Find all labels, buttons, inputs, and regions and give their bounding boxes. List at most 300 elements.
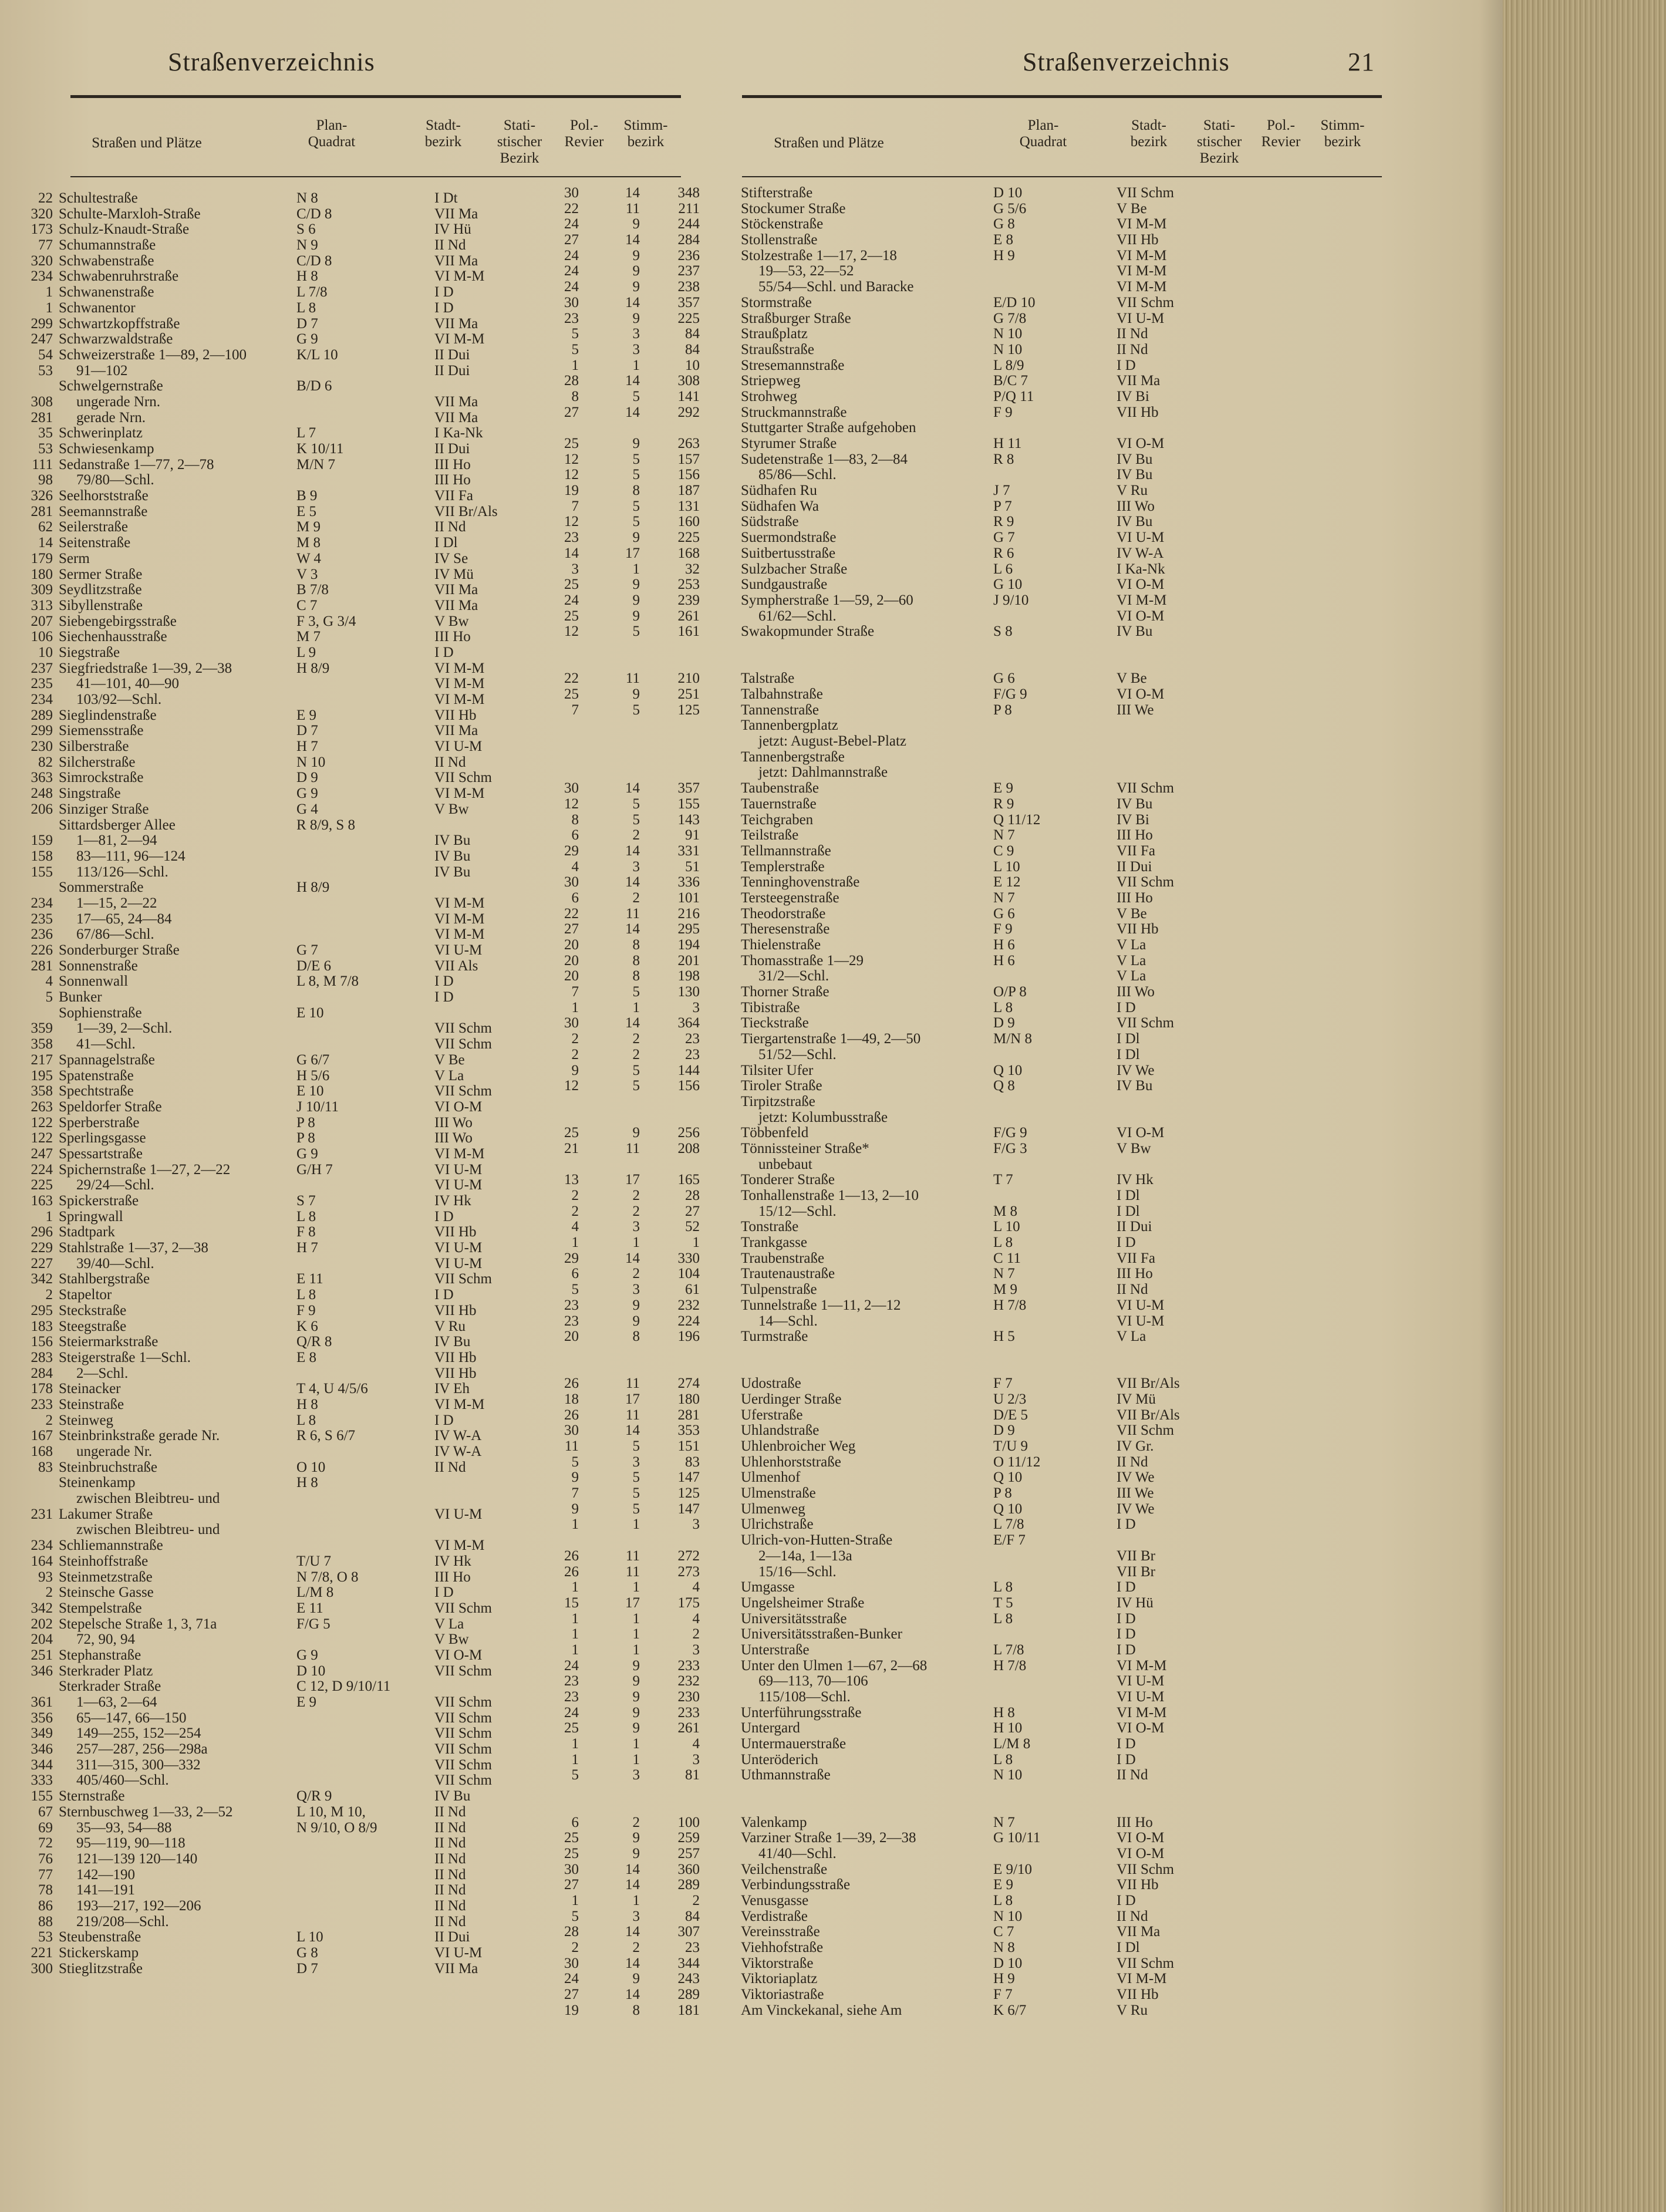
cell-name: Bunker [59, 989, 102, 1006]
cell-name: Steinsche Gasse [59, 1584, 154, 1601]
cell-name: Tannenbergstraße [741, 748, 845, 765]
cell-bez: V Bw [1117, 1140, 1151, 1156]
cell-name: Seitenstraße [59, 535, 131, 551]
cell-stimm: 356 [31, 1709, 53, 1726]
cell-name: Trautenaustraße [741, 1266, 835, 1282]
cell-plan: G 9 [296, 1647, 318, 1663]
cell-stimm: 180 [31, 566, 53, 582]
cell-plan: N 9/10, O 8/9 [296, 1819, 377, 1836]
cell-stat: 23 [564, 1297, 579, 1313]
cell-name: 29/24—Schl. [76, 1177, 154, 1193]
cell-plan: B 9 [296, 488, 318, 504]
cell-bez: III Ho [434, 629, 471, 645]
cell-stimm: 295 [31, 1302, 53, 1319]
cell-pol: 2 [632, 1046, 640, 1063]
cell-name: Stuttgarter Straße aufgehoben [741, 420, 916, 436]
cell-name: Stifterstraße [741, 185, 813, 201]
cell-plan: L 9 [296, 644, 316, 660]
cell-stimm: 155 [677, 795, 700, 812]
cell-plan: N 10 [993, 326, 1023, 342]
cell-stimm: 1 [45, 299, 53, 316]
cell-bez: VII Ma [434, 1960, 478, 1977]
cell-stat: 18 [564, 1391, 579, 1407]
cell-pol: 9 [632, 1673, 640, 1690]
cell-pol: 1 [632, 999, 640, 1016]
cell-plan: L 10 [993, 1219, 1020, 1235]
cell-stimm: 32 [685, 561, 700, 577]
cell-name: Lakumer Straße [59, 1506, 153, 1522]
cell-plan: K/L 10 [296, 346, 338, 363]
cell-name: Stapeltor [59, 1287, 112, 1303]
cell-bez: IV W-A [434, 1428, 482, 1444]
cell-stat: 27 [564, 921, 579, 938]
cell-name: Schwanentor [59, 299, 136, 316]
cell-pol: 14 [625, 1422, 640, 1439]
cell-stimm: 23 [685, 1031, 700, 1047]
right-running-head: Straßenverzeichnis [1023, 48, 1230, 76]
cell-stat: 24 [564, 1704, 579, 1721]
cell-pol: 2 [632, 1203, 640, 1219]
cell-plan: T 5 [993, 1594, 1013, 1611]
cell-stat: 7 [571, 498, 579, 514]
cell-stimm: 4 [692, 1610, 700, 1627]
cell-name: Theodorstraße [741, 905, 826, 922]
cell-stimm: 3 [692, 1751, 700, 1768]
cell-stat: 20 [564, 1328, 579, 1345]
cell-plan: Q 10 [993, 1500, 1023, 1517]
cell-pol: 2 [632, 1031, 640, 1047]
cell-stat: 23 [564, 1689, 579, 1705]
cell-name: zwischen Bleibtreu- und [76, 1522, 220, 1538]
cell-bez: IV We [1117, 1500, 1155, 1517]
cell-name: Többenfeld [741, 1125, 809, 1141]
cell-name: 1—63, 2—64 [76, 1694, 157, 1710]
cell-stimm: 235 [31, 911, 53, 927]
cell-plan: B/C 7 [993, 373, 1028, 389]
cell-name: Tersteegenstraße [741, 889, 839, 906]
cell-stimm: 143 [677, 811, 700, 828]
cell-pol: 9 [632, 530, 640, 546]
cell-plan: H 7/8 [993, 1657, 1027, 1674]
cell-stimm: 72 [38, 1835, 53, 1852]
cell-name: Südstraße [741, 514, 799, 530]
cell-stimm: 289 [677, 1987, 700, 2003]
cell-name: 141—191 [76, 1882, 135, 1899]
cell-bez: I Dl [1117, 1031, 1140, 1047]
cell-bez: V Ru [1117, 2002, 1148, 2018]
cell-name: Sermer Straße [59, 566, 143, 582]
cell-stimm: 156 [677, 467, 700, 483]
cell-name: Traubenstraße [741, 1250, 825, 1266]
cell-stimm: 348 [677, 185, 700, 201]
cell-bez: VII Schm [434, 1036, 492, 1053]
cell-pol: 14 [625, 1250, 640, 1266]
cell-name: Spannagelstraße [59, 1051, 155, 1068]
cell-pol: 8 [632, 483, 640, 499]
cell-stimm: 3 [692, 1516, 700, 1533]
cell-bez: VII Schm [1117, 1015, 1174, 1031]
cell-stat: 1 [571, 1626, 579, 1643]
cell-bez: IV Bu [434, 832, 471, 849]
cell-bez: I D [1117, 1641, 1136, 1658]
cell-bez: V La [1117, 937, 1146, 953]
cell-name: 311—315, 300—332 [76, 1756, 201, 1773]
cell-stat: 11 [564, 1438, 579, 1454]
cell-stat: 4 [571, 1219, 579, 1235]
cell-stimm: 234 [31, 1537, 53, 1554]
cell-stimm: 231 [31, 1506, 53, 1522]
cell-name: 1—81, 2—94 [76, 832, 157, 849]
cell-stat: 12 [564, 514, 579, 530]
cell-bez: II Nd [1117, 1282, 1148, 1298]
cell-bez: VII Ma [434, 205, 478, 222]
cell-pol: 5 [632, 795, 640, 812]
cell-pol: 9 [632, 263, 640, 279]
cell-stimm: 53 [38, 441, 53, 457]
cell-plan: G 6 [993, 670, 1015, 687]
cell-plan: K 6/7 [993, 2002, 1027, 2018]
cell-pol: 5 [632, 1062, 640, 1078]
cell-stimm: 236 [31, 926, 53, 943]
cell-bez: IV Bi [1117, 811, 1149, 828]
cell-stimm: 2 [692, 1626, 700, 1643]
cell-plan: E 5 [296, 503, 317, 520]
cell-stimm: 208 [677, 1140, 700, 1156]
cell-stimm: 51 [685, 858, 700, 875]
cell-pol: 14 [625, 1924, 640, 1940]
cell-plan: G 6 [993, 905, 1015, 922]
cell-pol: 14 [625, 1877, 640, 1893]
cell-name: Siegfriedstraße 1—39, 2—38 [59, 660, 232, 676]
cell-stimm: 247 [31, 1145, 53, 1162]
cell-name: Thielenstraße [741, 937, 821, 953]
cell-stat: 5 [571, 341, 579, 358]
cell-stimm: 10 [38, 644, 53, 660]
cell-name: Trankgasse [741, 1235, 807, 1251]
cell-stat: 23 [564, 1673, 579, 1690]
cell-name: Steinenkamp [59, 1475, 136, 1491]
cell-plan: H 8 [296, 1396, 318, 1412]
cell-stat: 22 [564, 670, 579, 687]
cell-stimm: 10 [685, 357, 700, 373]
cell-name: Sinziger Straße [59, 801, 149, 817]
cell-bez: II Nd [1117, 326, 1148, 342]
cell-stat: 24 [564, 1971, 579, 1987]
cell-pol: 2 [632, 1814, 640, 1830]
cell-stat: 25 [564, 686, 579, 702]
cell-pol: 9 [632, 1830, 640, 1846]
cell-stimm: 225 [677, 530, 700, 546]
cell-name: Sophienstraße [59, 1004, 142, 1021]
cell-name: Silcherstraße [59, 754, 136, 770]
cell-bez: VII Schm [1117, 1422, 1174, 1439]
cell-bez: VI U-M [1117, 530, 1165, 546]
cell-pol: 9 [632, 1971, 640, 1987]
cell-stimm: 5 [45, 989, 53, 1006]
cell-name: gerade Nrn. [76, 409, 146, 426]
cell-plan: H 5/6 [296, 1067, 330, 1084]
cell-plan: Q/R 9 [296, 1788, 332, 1805]
cell-name: 19—53, 22—52 [758, 263, 854, 279]
cell-pol: 9 [632, 1125, 640, 1141]
cell-stimm: 224 [31, 1161, 53, 1178]
cell-plan: S 7 [296, 1193, 316, 1209]
cell-pol: 8 [632, 1328, 640, 1345]
cell-stimm: 299 [31, 315, 53, 332]
cell-stimm: 61 [685, 1282, 700, 1298]
cell-plan: M/N 8 [993, 1031, 1032, 1047]
cell-stimm: 234 [31, 895, 53, 911]
cell-name: Siemensstraße [59, 723, 144, 739]
cell-stat: 27 [564, 232, 579, 248]
cell-bez: III Ho [1117, 827, 1153, 844]
cell-stat: 14 [564, 545, 579, 561]
cell-name: Sterkrader Straße [59, 1678, 161, 1695]
cell-pol: 3 [632, 1282, 640, 1298]
cell-bez: VI M-M [1117, 216, 1167, 232]
cell-name: Sternbuschweg 1—33, 2—52 [59, 1803, 233, 1820]
cell-stimm: 313 [31, 597, 53, 613]
cell-stimm: 207 [31, 613, 53, 629]
cell-bez: I D [434, 644, 454, 660]
cell-name: Talstraße [741, 670, 795, 687]
cell-plan: D 7 [296, 1960, 318, 1977]
cell-bez: V Ru [1117, 483, 1148, 499]
cell-name: Sittardsberger Allee [59, 817, 176, 833]
cell-bez: VI M-M [434, 692, 485, 707]
cell-bez: VII Schm [434, 1271, 492, 1287]
cell-bez: II Nd [434, 1866, 466, 1883]
cell-pol: 8 [632, 937, 640, 953]
cell-name: 405/460—Schl. [76, 1772, 169, 1789]
cell-pol: 17 [625, 545, 640, 561]
cell-plan: L/M 8 [296, 1584, 334, 1601]
cell-plan: D 10 [296, 1663, 326, 1679]
cell-pol: 8 [632, 952, 640, 969]
cell-stimm: 331 [677, 842, 700, 859]
cell-bez: VII Ma [434, 597, 478, 613]
cell-stat: 5 [571, 326, 579, 342]
cell-pol: 5 [632, 498, 640, 514]
cell-plan: N 8 [993, 1940, 1015, 1955]
cell-stimm: 2 [692, 1892, 700, 1908]
cell-stimm: 4 [692, 1736, 700, 1752]
cell-plan: F 9 [296, 1302, 316, 1319]
cell-name: Uthmannstraße [741, 1767, 831, 1783]
cell-bez: VII Hb [1117, 404, 1159, 420]
cell-name: Templerstraße [741, 858, 825, 875]
cell-stimm: 232 [677, 1297, 700, 1313]
cell-bez: V Bw [434, 801, 469, 817]
cell-bez: VI M-M [434, 660, 485, 676]
cell-stimm: 158 [31, 848, 53, 864]
cell-stat: 15 [564, 1594, 579, 1611]
cell-stimm: 259 [677, 1830, 700, 1846]
cell-bez: IV W-A [1117, 545, 1164, 561]
cell-stat: 5 [571, 1908, 579, 1924]
cell-bez: VII Ma [434, 393, 478, 410]
cell-bez: III We [1117, 1485, 1154, 1502]
cell-plan: E/F 7 [993, 1532, 1026, 1549]
cell-plan: G 8 [296, 1945, 318, 1961]
cell-name: 61/62—Schl. [758, 608, 837, 624]
cell-bez: VII Als [434, 957, 478, 974]
cell-plan: N 7 [993, 889, 1015, 906]
col-head-stimmbezirk: Stimm- bezirk [623, 117, 668, 150]
cell-plan: L 7/8 [993, 1516, 1024, 1533]
cell-bez: I D [434, 989, 454, 1006]
cell-bez: VI M-M [1117, 1657, 1167, 1674]
cell-name: Stempelstraße [59, 1600, 142, 1616]
cell-pol: 5 [632, 467, 640, 483]
cell-bez: II Nd [1117, 1454, 1148, 1470]
cell-stimm: 263 [677, 436, 700, 451]
cell-plan: L 6 [993, 561, 1013, 577]
cell-name: Strohweg [741, 388, 797, 404]
cell-name: Struckmannstraße [741, 404, 847, 420]
cell-stimm: 234 [31, 692, 53, 707]
cell-stimm: 251 [31, 1647, 53, 1663]
cell-bez: VI M-M [1117, 592, 1167, 608]
cell-stat: 27 [564, 404, 579, 420]
cell-stimm: 76 [38, 1850, 53, 1867]
cell-bez: VII Schm [434, 1756, 492, 1773]
cell-plan: L/M 8 [993, 1736, 1031, 1752]
cell-stimm: 82 [38, 754, 53, 770]
cell-stat: 27 [564, 1987, 579, 2003]
cell-bez: VII Schm [434, 770, 492, 786]
cell-plan: F 9 [993, 921, 1013, 938]
cell-plan: L 7 [296, 425, 316, 441]
cell-name: jetzt: Kolumbusstraße [758, 1109, 888, 1125]
cell-stimm: 257 [677, 1845, 700, 1862]
left-columns-rule [70, 176, 681, 177]
cell-name: Valenkamp [741, 1814, 807, 1830]
cell-name: 72, 90, 94 [76, 1631, 135, 1648]
cell-pol: 1 [632, 357, 640, 373]
cell-pol: 14 [625, 404, 640, 420]
cell-pol: 5 [632, 1438, 640, 1454]
cell-bez: II Nd [434, 1882, 466, 1899]
cell-name: Stollenstraße [741, 232, 818, 248]
cell-name: 257—287, 256—298a [76, 1741, 208, 1758]
cell-stimm: 151 [677, 1438, 700, 1454]
cell-name: Schwelgernstraße [59, 378, 163, 394]
cell-name: Uhlenbroicher Weg [741, 1438, 856, 1454]
cell-plan: L 8 [993, 1751, 1013, 1768]
cell-stimm: 342 [31, 1271, 53, 1287]
cell-pol: 11 [625, 905, 640, 922]
cell-plan: R 9 [993, 795, 1014, 812]
cell-name: Verbindungsstraße [741, 1877, 851, 1893]
cell-stat: 22 [564, 905, 579, 922]
cell-pol: 17 [625, 1391, 640, 1407]
cell-plan: N 10 [993, 1908, 1023, 1924]
cell-plan: C 7 [296, 597, 318, 613]
cell-plan: R 8/9, S 8 [296, 817, 356, 833]
cell-stimm: 83 [685, 1454, 700, 1470]
cell-name: Sonnenwall [59, 973, 129, 990]
cell-bez: VII Fa [1117, 1250, 1155, 1266]
cell-bez: II Dui [434, 441, 470, 457]
cell-name: Schulte-Marxloh-Straße [59, 205, 201, 222]
cell-bez: VII Schm [1117, 294, 1174, 311]
cell-plan: H 8/9 [296, 660, 330, 676]
cell-plan: O 10 [296, 1459, 326, 1475]
cell-plan: L 8/9 [993, 357, 1024, 373]
cell-stat: 25 [564, 608, 579, 624]
cell-name: 103/92—Schl. [76, 692, 162, 707]
cell-bez: II Nd [434, 1819, 466, 1836]
cell-pol: 14 [625, 874, 640, 891]
cell-plan: L 8 [296, 1208, 316, 1225]
cell-name: Tirpitzstraße [741, 1093, 815, 1110]
cell-bez: II Dui [1117, 858, 1152, 875]
cell-stat: 25 [564, 1125, 579, 1141]
cell-plan: Q 10 [993, 1062, 1023, 1078]
cell-bez: I D [1117, 1235, 1136, 1251]
cell-stimm: 251 [677, 686, 700, 702]
cell-name: Seydlitzstraße [59, 582, 142, 598]
cell-name: Thomasstraße 1—29 [741, 952, 864, 969]
cell-stat: 26 [564, 1563, 579, 1580]
cell-name: Teichgraben [741, 811, 814, 828]
cell-name: Schwanenstraße [59, 284, 154, 301]
cell-name: Spichernstraße 1—27, 2—22 [59, 1161, 231, 1178]
cell-plan: T/U 9 [993, 1438, 1028, 1454]
cell-plan: N 10 [993, 1767, 1023, 1783]
cell-plan: P 7 [993, 498, 1012, 514]
cell-pol: 5 [632, 984, 640, 1000]
cell-name: Ulmenstraße [741, 1485, 816, 1502]
cell-bez: II Nd [1117, 1908, 1148, 1924]
cell-bez: I D [1117, 1736, 1136, 1752]
cell-bez: II Nd [1117, 1767, 1148, 1783]
cell-bez: III Wo [434, 1130, 473, 1147]
cell-pol: 11 [625, 200, 640, 217]
cell-bez: VI M-M [434, 911, 485, 927]
cell-stimm: 187 [677, 483, 700, 499]
cell-stat: 7 [571, 1485, 579, 1502]
cell-name: Uhlandstraße [741, 1422, 819, 1439]
cell-pol: 3 [632, 858, 640, 875]
cell-stat: 2 [571, 1031, 579, 1047]
cell-name: Stephanstraße [59, 1647, 141, 1663]
cell-plan: P 8 [993, 1485, 1012, 1502]
cell-bez: VI M-M [1117, 263, 1167, 279]
cell-name: 79/80—Schl. [76, 472, 154, 488]
cell-pol: 9 [632, 576, 640, 593]
cell-stimm: 357 [677, 294, 700, 311]
cell-stimm: 23 [685, 1940, 700, 1955]
cell-bez: I Ka-Nk [1117, 561, 1165, 577]
cell-plan: H 9 [993, 1971, 1015, 1987]
cell-stat: 27 [564, 1877, 579, 1893]
cell-plan: L 8 [993, 1235, 1013, 1251]
cell-stimm: 147 [677, 1500, 700, 1517]
cell-stimm: 180 [677, 1391, 700, 1407]
cell-name: Viktoriastraße [741, 1987, 824, 2003]
cell-pol: 17 [625, 1594, 640, 1611]
cell-plan: E 10 [296, 1083, 324, 1100]
cell-bez: IV We [1117, 1469, 1155, 1486]
cell-stimm: 344 [677, 1955, 700, 1971]
cell-name: Tenninghovenstraße [741, 874, 860, 891]
left-running-head: Straßenverzeichnis [168, 48, 375, 76]
cell-plan: C 12, D 9/10/11 [296, 1678, 391, 1695]
cell-stimm: 272 [677, 1547, 700, 1564]
cell-name: Schwiesenkamp [59, 441, 154, 457]
